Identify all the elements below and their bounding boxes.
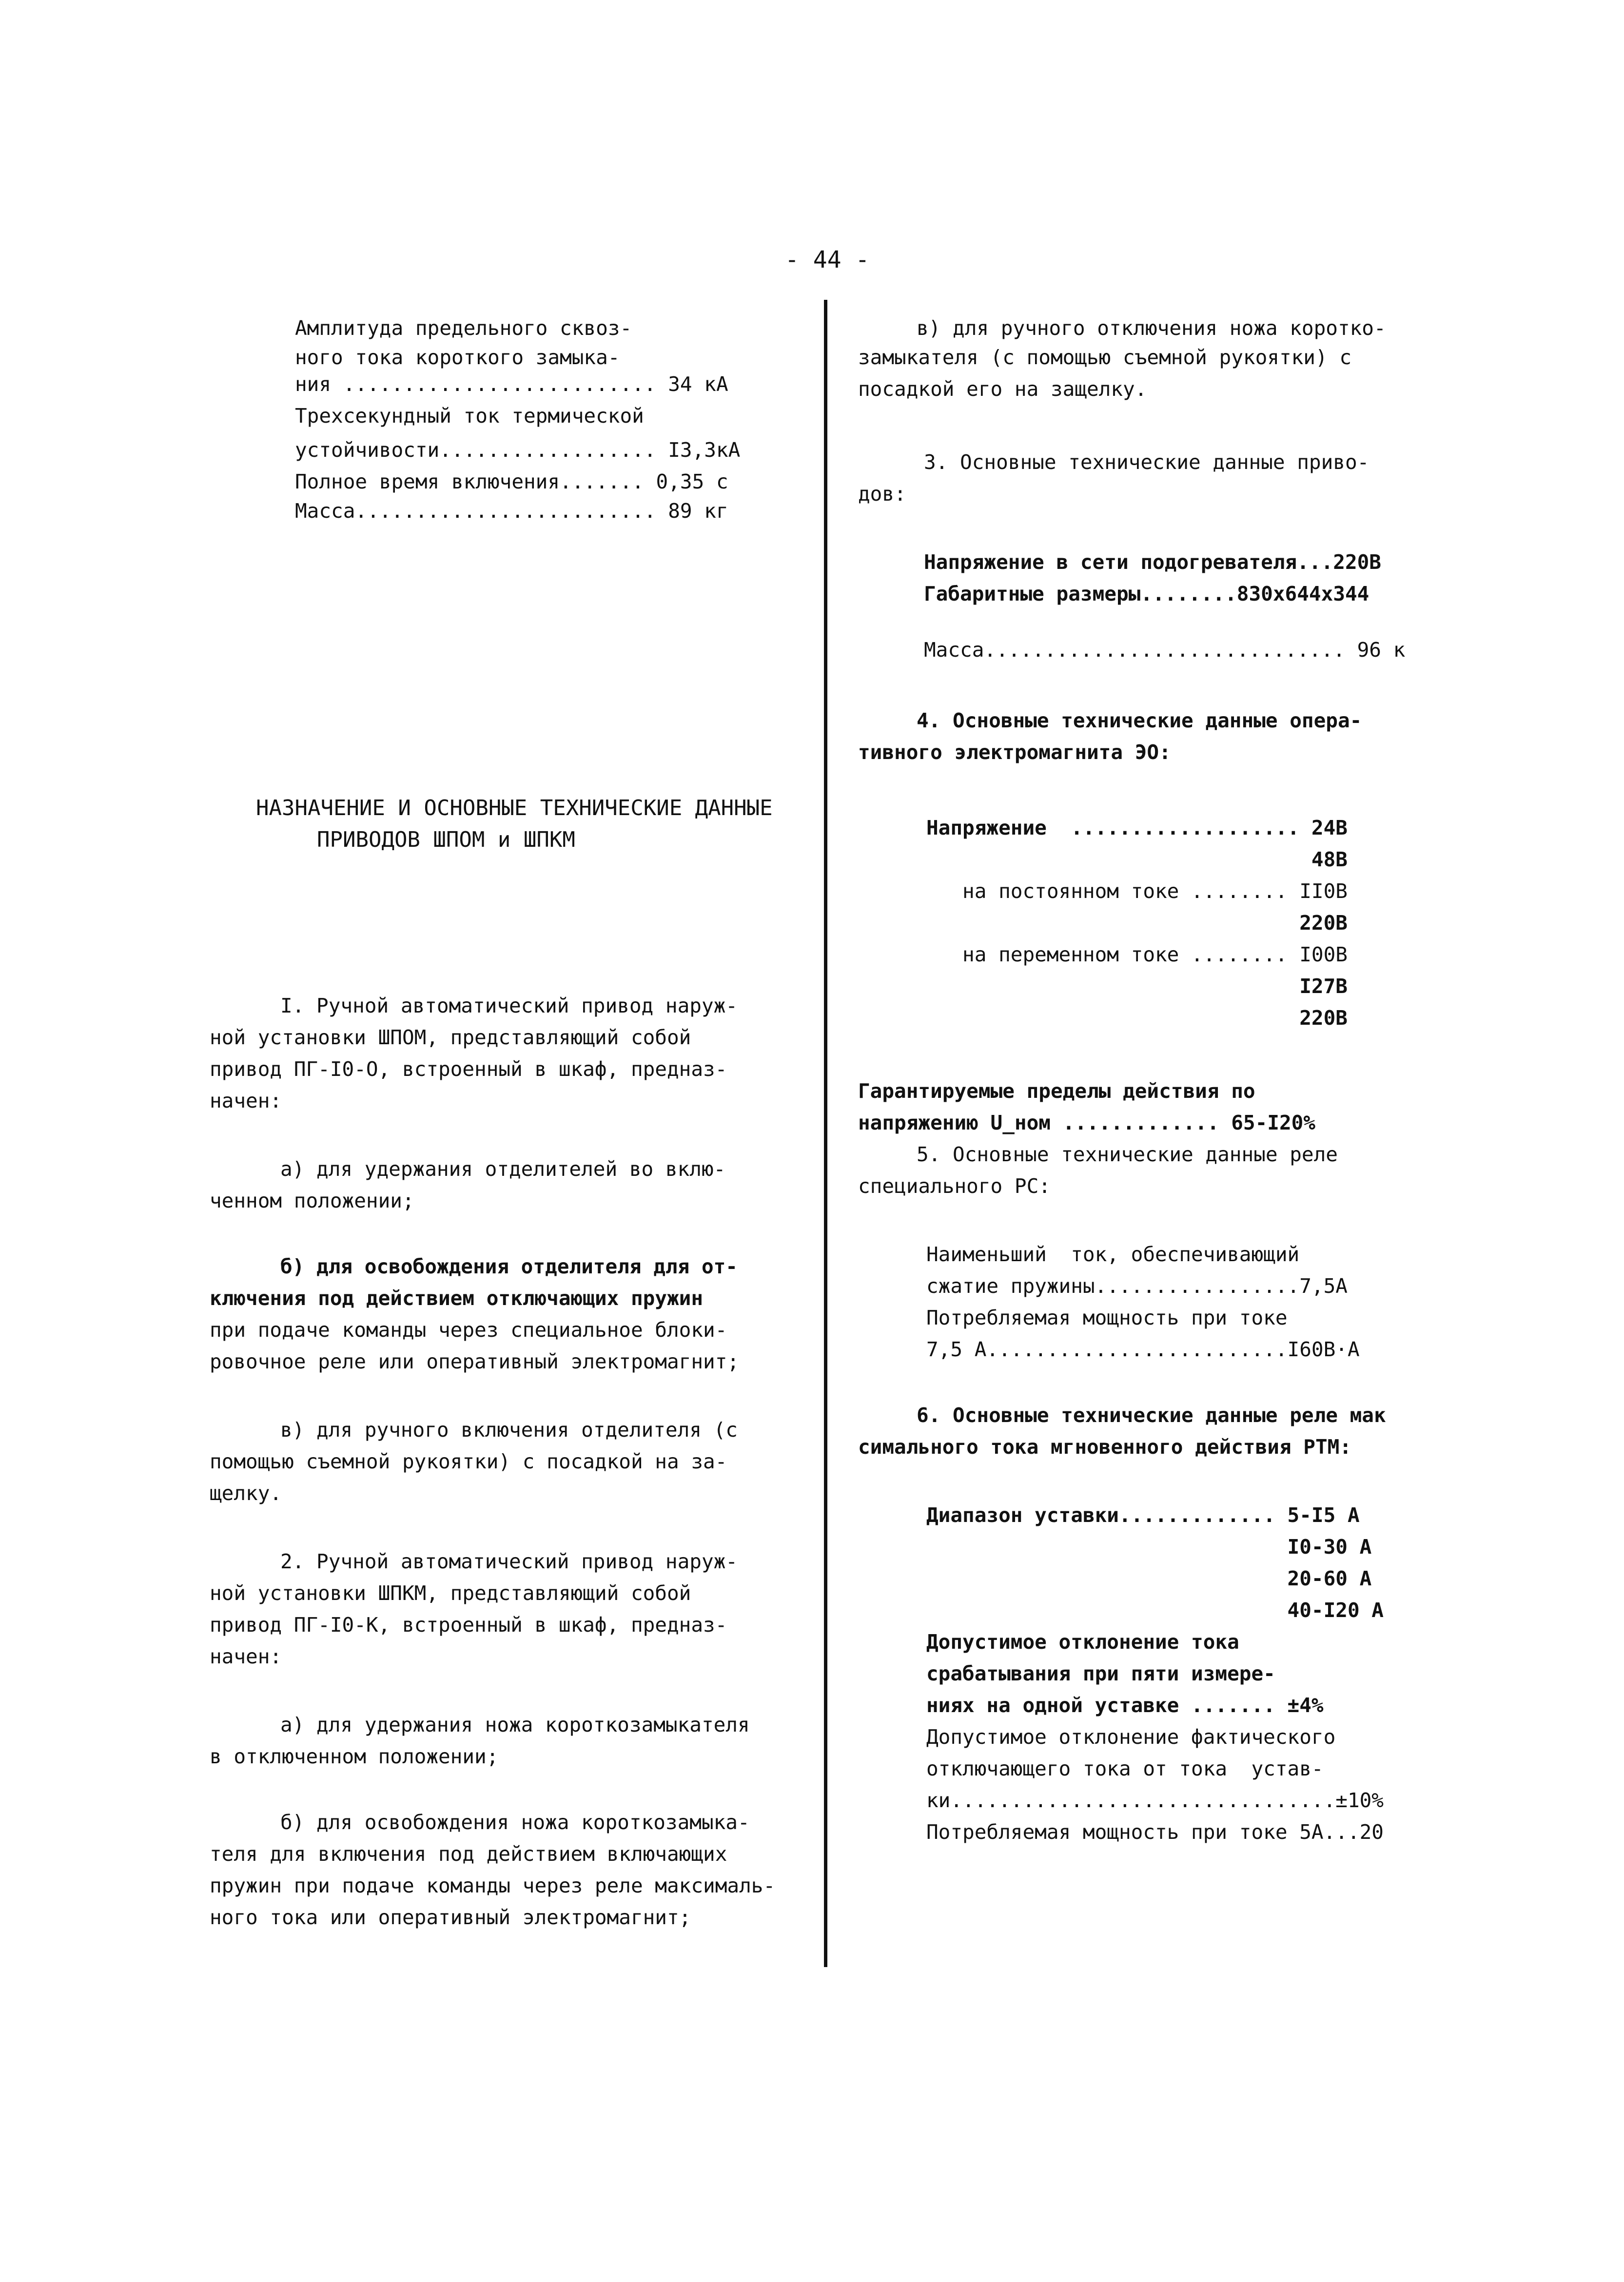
text-line: I0-30 А xyxy=(926,1535,1372,1559)
text-line: Напряжение в сети подогревателя...220В xyxy=(924,550,1381,574)
text-line: 3. Основные технические данные приво- xyxy=(924,450,1370,474)
text-line: симального тока мгновенного действия РТМ: xyxy=(858,1435,1352,1459)
text-line: начен: xyxy=(210,1645,282,1668)
text-line: в) для ручного отключения ножа коротко- xyxy=(917,316,1386,340)
text-line: 40-I20 А xyxy=(926,1599,1384,1622)
text-line: Диапазон уставки............. 5-I5 А xyxy=(926,1503,1360,1527)
text-line: ной установки ШПКМ, представляющий собой xyxy=(210,1581,691,1605)
text-line: 5. Основные технические данные реле xyxy=(917,1143,1338,1166)
text-line: Потребляемая мощность при токе xyxy=(926,1306,1288,1329)
text-line: Напряжение ................... 24В xyxy=(926,816,1348,839)
text-line: Гарантируемые пределы действия по xyxy=(858,1079,1255,1103)
text-line: Трехсекундный ток термической xyxy=(295,404,644,428)
text-line: а) для удержания ножа короткозамыкателя xyxy=(280,1713,750,1736)
text-line: Масса......................... 89 кг xyxy=(295,499,728,523)
text-line: Габаритные размеры........830х644х344 xyxy=(924,582,1370,605)
text-line: Полное время включения....... 0,35 с xyxy=(295,470,728,493)
text-line: дов: xyxy=(858,482,906,506)
text-line: начен: xyxy=(210,1089,282,1112)
text-line: тивного электромагнита ЭО: xyxy=(858,741,1171,764)
heading-line: ПРИВОДОВ ШПОМ и ШПКМ xyxy=(317,827,575,852)
text-line: ченном положении; xyxy=(210,1189,414,1212)
text-line: привод ПГ-I0-О, встроенный в шкаф, предназ- xyxy=(210,1057,727,1081)
text-line: ния .......................... 34 кА xyxy=(295,372,728,396)
text-line: Потребляемая мощность при токе 5А...20 xyxy=(926,1820,1384,1844)
text-line: 2. Ручной автоматический привод наруж- xyxy=(280,1550,738,1573)
text-line: на переменном токе ........ I00В xyxy=(926,943,1348,966)
text-line: в) для ручного включения отделителя (с xyxy=(280,1418,738,1442)
page-number: - 44 - xyxy=(785,246,870,273)
text-line: 7,5 А.........................I60В·А xyxy=(926,1338,1360,1361)
text-line: напряжению U_ном ............. 65-I20% xyxy=(858,1111,1315,1134)
text-line: сжатие пружины.................7,5А xyxy=(926,1274,1348,1298)
text-line: 220В xyxy=(926,911,1348,935)
text-line: ки................................±10% xyxy=(926,1789,1384,1812)
text-line: замыкателя (с помощью съемной рукоятки) с xyxy=(858,346,1352,369)
text-line: ной установки ШПОМ, представляющий собой xyxy=(210,1026,691,1049)
text-line: Допустимое отклонение фактического xyxy=(926,1725,1336,1749)
text-line: Допустимое отклонение тока xyxy=(926,1630,1239,1654)
text-line: ровочное реле или оперативный электромагнит; xyxy=(210,1350,740,1373)
text-line: б) для освобождения отделителя для от- xyxy=(280,1255,738,1278)
text-line: ниях на одной уставке ....... ±4% xyxy=(926,1694,1324,1717)
text-line: 220В xyxy=(926,1006,1348,1030)
text-line: б) для освобождения ножа короткозамыка- xyxy=(280,1811,750,1834)
text-line: привод ПГ-I0-К, встроенный в шкаф, предназ- xyxy=(210,1613,727,1637)
heading-line: НАЗНАЧЕНИЕ И ОСНОВНЫЕ ТЕХНИЧЕСКИЕ ДАННЫЕ xyxy=(256,796,773,820)
text-line: Амплитуда предельного сквоз- xyxy=(295,316,632,340)
text-line: отключающего тока от тока устав- xyxy=(926,1757,1324,1780)
text-line: при подаче команды через специальное блоки- xyxy=(210,1318,727,1342)
text-line: посадкой его на защелку. xyxy=(858,377,1147,401)
text-line: ного тока короткого замыка- xyxy=(295,346,620,369)
text-line: срабатывания при пяти измере- xyxy=(926,1662,1275,1685)
text-line: I27В xyxy=(926,975,1348,998)
text-line: специального РС: xyxy=(858,1174,1051,1198)
text-line: 4. Основные технические данные опера- xyxy=(917,709,1362,732)
text-line: 48В xyxy=(926,848,1348,871)
text-line: Масса.............................. 96 к xyxy=(924,638,1406,662)
text-line: 6. Основные технические данные реле мак xyxy=(917,1404,1386,1427)
text-line: на постоянном токе ........ II0В xyxy=(926,879,1348,903)
text-line: 20-60 А xyxy=(926,1567,1372,1590)
text-line: I. Ручной автоматический привод наруж- xyxy=(280,994,738,1017)
text-line: устойчивости.................. I3,3кА xyxy=(295,438,741,462)
text-line: ного тока или оперативный электромагнит; xyxy=(210,1906,691,1929)
text-line: теля для включения под действием включающих xyxy=(210,1842,727,1866)
text-line: щелку. xyxy=(210,1482,282,1505)
column-divider xyxy=(824,300,827,1967)
text-line: пружин при подаче команды через реле максималь- xyxy=(210,1874,776,1897)
text-line: в отключенном положении; xyxy=(210,1745,499,1768)
text-line: ключения под действием отключающих пружин xyxy=(210,1287,704,1310)
text-line: Наименьший ток, обеспечивающий xyxy=(926,1243,1300,1266)
text-line: помощью съемной рукоятки) с посадкой на за- xyxy=(210,1450,727,1473)
text-line: а) для удержания отделителей во вклю- xyxy=(280,1157,726,1181)
